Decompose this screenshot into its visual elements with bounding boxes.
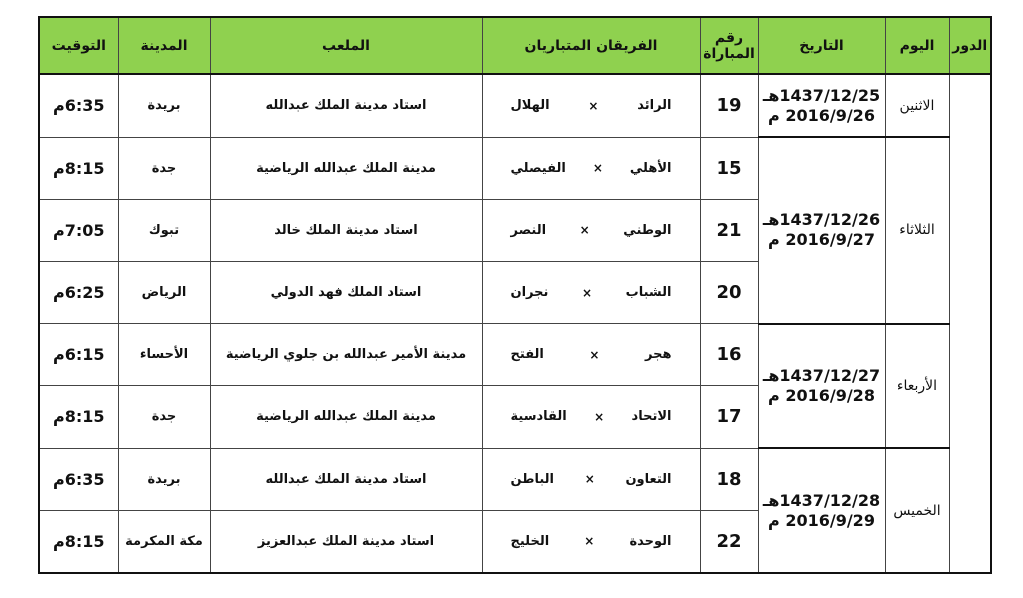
time-cell: 8:15م (39, 386, 118, 448)
time-cell: 6:15م (39, 324, 118, 386)
versus-symbol: × (584, 534, 595, 549)
date-cell (758, 137, 885, 324)
stadium-cell: استاد مدينة الملك عبدالعزيز (210, 510, 482, 573)
date-hijri: 1437/12/26هـ (762, 210, 881, 230)
header-stadium: الملعب (210, 17, 482, 74)
away-team: النصر (510, 222, 547, 238)
teams-cell (482, 386, 700, 448)
away-team: نجران (510, 285, 549, 301)
date-gregorian: 2016/9/26 م (768, 105, 875, 125)
time-cell: 8:15م (39, 510, 118, 573)
day-cell: الخميس (885, 448, 949, 573)
away-team: الفيصلي (510, 160, 566, 176)
teams-cell (482, 74, 700, 137)
teams-pair (483, 534, 700, 549)
date-gregorian: 2016/9/27 م (768, 230, 875, 250)
time-cell: 6:35م (39, 74, 118, 137)
date-hijri: 1437/12/27هـ (762, 365, 881, 385)
stadium-cell: مدينة الملك عبدالله الرياضية (210, 137, 482, 199)
city-cell: تبوك (118, 199, 210, 261)
teams-pair (483, 98, 700, 113)
home-team: الأهلي (629, 160, 672, 176)
date-hijri: 1437/12/25هـ (762, 85, 881, 105)
city-cell: جدة (118, 386, 210, 448)
home-team: الوحدة (629, 533, 672, 549)
match-number: 22 (700, 510, 758, 573)
versus-symbol: × (582, 285, 593, 300)
stadium-cell: مدينة الملك عبدالله الرياضية (210, 386, 482, 448)
teams-pair (483, 409, 700, 424)
stadium-cell: استاد الملك فهد الدولي (210, 262, 482, 324)
match-number: 21 (700, 199, 758, 261)
home-team: الاتحاد (631, 409, 672, 425)
home-team: الرائد (637, 98, 672, 114)
match-row (39, 448, 991, 510)
match-number: 20 (700, 262, 758, 324)
stadium-cell: استاد مدينة الملك خالد (210, 199, 482, 261)
teams-cell (482, 510, 700, 573)
time-cell: 6:35م (39, 448, 118, 510)
match-row (39, 324, 991, 386)
stadium-cell: استاد مدينة الملك عبدالله (210, 74, 482, 137)
header-date: التاريخ (758, 17, 885, 74)
home-team: الوطني (623, 222, 672, 238)
city-cell: الأحساء (118, 324, 210, 386)
away-team: الخليج (510, 533, 550, 549)
date-cell (758, 324, 885, 448)
header-match-number (700, 17, 758, 74)
teams-cell (482, 448, 700, 510)
match-number: 16 (700, 324, 758, 386)
header-time: التوقيت (39, 17, 118, 74)
header-city: المدينة (118, 17, 210, 74)
day-cell: الأربعاء (885, 324, 949, 448)
time-cell: 6:25م (39, 262, 118, 324)
city-cell: بريدة (118, 74, 210, 137)
match-row (39, 137, 991, 199)
header-row (39, 17, 991, 74)
versus-symbol: × (584, 472, 595, 487)
header-day: اليوم (885, 17, 949, 74)
round-cell (949, 74, 991, 573)
versus-symbol: × (592, 161, 603, 176)
versus-symbol: × (589, 347, 600, 362)
home-team: هجر (645, 347, 672, 363)
header-match-number-line2: المباراة (703, 45, 755, 62)
home-team: التعاون (625, 471, 672, 487)
stadium-cell: مدينة الأمير عبدالله بن جلوي الرياضية (210, 324, 482, 386)
versus-symbol: × (579, 223, 590, 238)
header-match-number-line1: رقم (714, 29, 744, 46)
day-cell: الاثنين (885, 74, 949, 137)
teams-pair (483, 223, 700, 238)
match-number: 18 (700, 448, 758, 510)
city-cell: بريدة (118, 448, 210, 510)
versus-symbol: × (588, 98, 599, 113)
match-row (39, 74, 991, 137)
away-team: القادسية (510, 409, 567, 425)
city-cell: جدة (118, 137, 210, 199)
date-gregorian: 2016/9/29 م (768, 510, 875, 530)
header-round: الدور (949, 17, 991, 74)
away-team: الباطن (510, 471, 554, 487)
city-cell: الرياض (118, 262, 210, 324)
schedule-body (39, 74, 991, 573)
match-number: 19 (700, 74, 758, 137)
date-hijri: 1437/12/28هـ (762, 490, 881, 510)
away-team: الهلال (510, 98, 550, 114)
match-schedule-table (38, 16, 992, 574)
city-cell: مكة المكرمة (118, 510, 210, 573)
header-teams: الفريقان المتباريان (482, 17, 700, 74)
stadium-cell: استاد مدينة الملك عبدالله (210, 448, 482, 510)
schedule-container (38, 16, 990, 574)
versus-symbol: × (594, 409, 605, 424)
teams-cell (482, 199, 700, 261)
home-team: الشباب (625, 285, 672, 301)
match-number: 15 (700, 137, 758, 199)
teams-pair (483, 285, 700, 300)
time-cell: 8:15م (39, 137, 118, 199)
day-cell: الثلاثاء (885, 137, 949, 324)
date-cell (758, 448, 885, 573)
time-cell: 7:05م (39, 199, 118, 261)
match-number: 17 (700, 386, 758, 448)
teams-pair (483, 347, 700, 362)
teams-cell (482, 137, 700, 199)
teams-pair (483, 472, 700, 487)
teams-cell (482, 262, 700, 324)
date-cell (758, 74, 885, 137)
date-gregorian: 2016/9/28 م (768, 385, 875, 405)
teams-cell (482, 324, 700, 386)
teams-pair (483, 161, 700, 176)
away-team: الفتح (510, 347, 544, 363)
